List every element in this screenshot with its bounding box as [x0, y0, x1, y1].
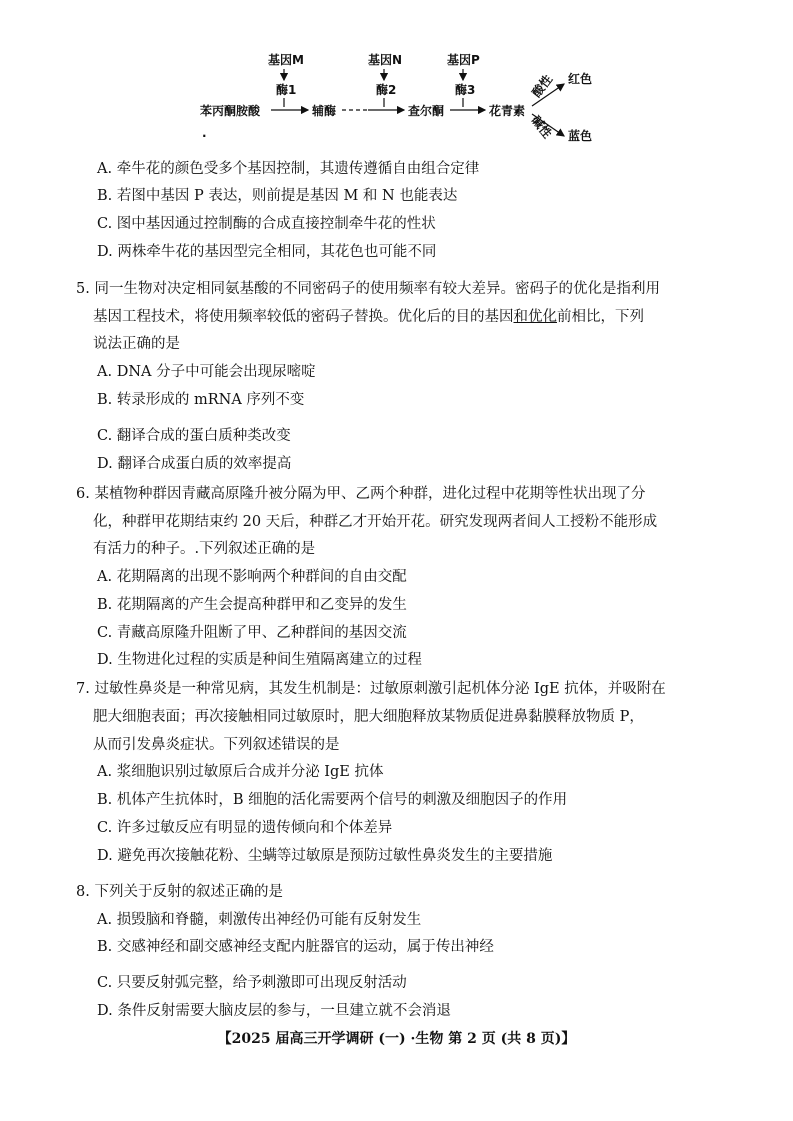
q6-option-b: B. 花期隔离的产生会提高种群甲和乙变异的发生 — [97, 597, 407, 613]
q4-option-c: C. 图中基因通过控制酶的合成直接控制牵牛花的性状 — [97, 216, 436, 232]
substance-3-label: 查尔酮 — [408, 104, 445, 118]
q6-option-a: A. 花期隔离的出现不影响两个种群间的自由交配 — [97, 569, 407, 585]
q7-stem-line-3: 从而引发鼻炎症状。下列叙述错误的是 — [93, 737, 340, 753]
acid-condition-label: 酸性 — [529, 72, 556, 100]
q5-option-b: B. 转录形成的 mRNA 序列不变 — [97, 392, 305, 408]
q6-stem-line-1: 6. 某植物种群因青藏高原隆升被分隔为甲、乙两个种群，进化过程中花期等性状出现了分 — [76, 486, 646, 502]
q5-stem-line-1: 5. 同一生物对决定相同氨基酸的不同密码子的使用频率有较大差异。密码子的优化是指利用 — [76, 281, 660, 297]
q6-option-d: D. 生物进化过程的实质是种间生殖隔离建立的过程 — [97, 652, 422, 668]
q5-stem-line-2a: 基因工程技术，将使用频率较低的密码子替换。优化后的目的基因 — [93, 309, 514, 325]
q5-stem-line-2 — [93, 307, 644, 327]
q7-stem-line-1: 7. 过敏性鼻炎是一种常见病，其发生机制是：过敏原刺激引起机体分泌 IgE 抗体，并吸附在 — [76, 681, 666, 697]
enzyme-1-label: 酶1 — [276, 83, 297, 97]
q7-option-a: A. 浆细胞识别过敏原后合成并分泌 IgE 抗体 — [97, 764, 384, 780]
q5-stem-line-2b: 前相比，下列 — [557, 309, 644, 325]
q8-option-c: C. 只要反射弧完整，给予刺激即可出现反射活动 — [97, 975, 407, 991]
q8-option-d: D. 条件反射需要大脑皮层的参与，一旦建立就不会消退 — [97, 1003, 451, 1019]
blue-color-label: 蓝色 — [568, 129, 593, 143]
page-footer: 【2025 届高三开学调研 (一) ·生物 第 2 页 (共 8 页)】 — [217, 1031, 576, 1047]
q4-option-b: B. 若图中基因 P 表达，则前提是基因 M 和 N 也能表达 — [97, 188, 458, 204]
gene-p-label: 基因P — [447, 53, 480, 67]
q7-stem-line-2: 肥大细胞表面；再次接触相同过敏原时，肥大细胞释放某物质促进鼻黏膜释放物质 P， — [93, 709, 644, 725]
q4-option-a: A. 牵牛花的颜色受多个基因控制，其遗传遵循自由组合定律 — [97, 161, 480, 177]
q7-option-b: B. 机体产生抗体时，B 细胞的活化需要两个信号的刺激及细胞因子的作用 — [97, 792, 568, 808]
q7-option-c: C. 许多过敏反应有明显的遗传倾向和个体差异 — [97, 820, 393, 836]
base-condition-label: 碱性 — [528, 113, 555, 141]
q8-option-b: B. 交感神经和副交感神经支配内脏器官的运动，属于传出神经 — [97, 939, 494, 955]
q6-stem-line-3: 有活力的种子。.下列叙述正确的是 — [93, 541, 316, 557]
gene-n-label: 基因N — [368, 53, 403, 67]
gene-m-label: 基因M — [268, 53, 304, 67]
stray-dot: · — [202, 129, 207, 143]
q8-stem-line-1: 8. 下列关于反射的叙述正确的是 — [76, 884, 283, 900]
q5-underlined-text: 和优化 — [513, 309, 557, 325]
q7-option-d: D. 避免再次接触花粉、尘螨等过敏原是预防过敏性鼻炎发生的主要措施 — [97, 848, 553, 864]
enzyme-3-label: 酶3 — [455, 83, 476, 97]
q4-option-d: D. 两株牵牛花的基因型完全相同，其花色也可能不同 — [97, 244, 437, 260]
q8-option-a: A. 损毁脑和脊髓，刺激传出神经仍可能有反射发生 — [97, 912, 422, 928]
q5-option-c: C. 翻译合成的蛋白质种类改变 — [97, 428, 291, 444]
q6-option-c: C. 青藏高原隆升阻断了甲、乙种群间的基因交流 — [97, 625, 407, 641]
metabolic-pathway-diagram — [180, 48, 620, 153]
enzyme-2-label: 酶2 — [376, 83, 397, 97]
q6-stem-line-2: 化，种群甲花期结束约 20 天后，种群乙才开始开花。研究发现两者间人工授粉不能形成 — [93, 514, 658, 530]
substance-1-label: 苯丙酮胺酸 — [200, 104, 261, 118]
substance-2-label: 辅酶 — [312, 104, 337, 118]
q5-option-a: A. DNA 分子中可能会出现尿嘧啶 — [97, 364, 316, 380]
substance-4-label: 花青素 — [489, 104, 526, 118]
red-color-label: 红色 — [568, 72, 593, 86]
q5-option-d: D. 翻译合成蛋白质的效率提高 — [97, 456, 292, 472]
q5-stem-line-3: 说法正确的是 — [93, 336, 180, 352]
